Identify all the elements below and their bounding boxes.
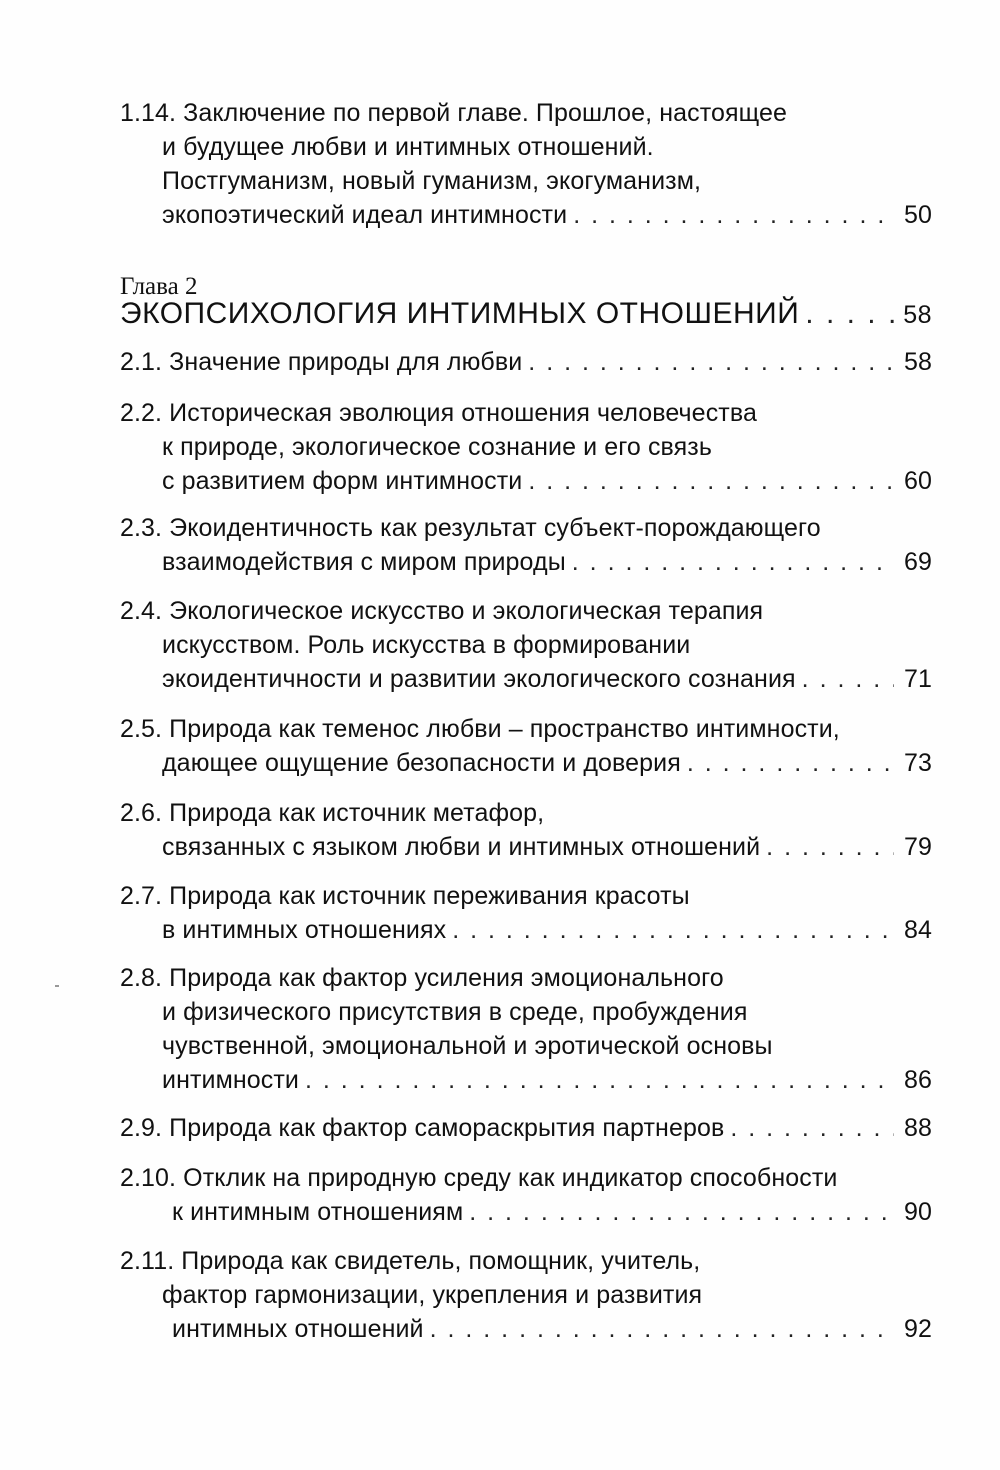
page-number: 84	[903, 916, 932, 944]
chapter-title[interactable]	[120, 297, 932, 332]
margin-mark	[55, 985, 59, 987]
entry-text: Природа как теменос любви – пространство интимности,	[169, 715, 840, 743]
page-number: 73	[903, 749, 932, 777]
entry-text: Отклик на природную среду как индикатор способности	[183, 1164, 838, 1192]
toc-entry-2-5[interactable]	[120, 712, 932, 780]
leader-dots	[567, 198, 894, 232]
page-number: 58	[903, 348, 932, 376]
entry-text: экоидентичности и развитии экологического сознания	[162, 665, 796, 693]
chapter-title-text: ЭКОПСИХОЛОГИЯ ИНТИМНЫХ ОТНОШЕНИЙ	[120, 297, 800, 330]
entry-text: интимности	[162, 1066, 299, 1094]
entry-number: 2.10.	[120, 1164, 177, 1192]
toc-entry-2-4[interactable]	[120, 594, 932, 696]
leader-dots	[299, 1063, 894, 1097]
toc-entry-2-6[interactable]	[120, 796, 932, 864]
entry-text: Природа как источник метафор,	[169, 799, 545, 827]
entry-text: Экоидентичность как результат субъект-порождающего	[169, 514, 821, 542]
entry-text: 2.1. Значение природы для любви	[120, 348, 523, 376]
entry-number: 2.1.	[120, 348, 163, 376]
entry-text: дающее ощущение безопасности и доверия	[162, 749, 681, 777]
leader-dots	[566, 545, 894, 579]
entry-number: 2.3.	[120, 514, 163, 542]
entry-text: интимных отношений	[172, 1315, 424, 1343]
entry-text: Природа как фактор усиления эмоционального	[169, 964, 724, 992]
entry-text: связанных с языком любви и интимных отношений	[162, 833, 761, 861]
page-number: 60	[903, 467, 932, 495]
leader-dots	[760, 830, 894, 864]
page-number: 50	[903, 201, 932, 229]
page-number: 92	[903, 1315, 932, 1343]
entry-number: 2.6.	[120, 799, 163, 827]
page-number: 71	[903, 665, 932, 693]
entry-text: Природа как свидетель, помощник, учитель,	[181, 1247, 701, 1275]
leader-dots	[463, 1195, 894, 1229]
page-number: 58	[903, 301, 932, 329]
leader-dots	[796, 662, 894, 696]
entry-text: искусством. Роль искусства в формировании	[162, 631, 691, 659]
toc-entry-2-1[interactable]	[120, 345, 932, 379]
entry-number: 2.9.	[120, 1114, 163, 1142]
entry-number: 2.8.	[120, 964, 163, 992]
page-number: 86	[903, 1066, 932, 1094]
page-number: 90	[903, 1198, 932, 1226]
entry-text: 2.9. Природа как фактор самораскрытия партнеров	[120, 1114, 725, 1142]
toc-entry-2-9[interactable]	[120, 1111, 932, 1145]
entry-text: к природе, экологическое сознание и его связь	[162, 433, 712, 461]
toc-entry-2-8[interactable]	[120, 961, 932, 1097]
entry-text: Экологическое искусство и экологическая терапия	[169, 597, 764, 625]
entry-text: и будущее любви и интимных отношений.	[162, 133, 654, 161]
toc-entry-2-11[interactable]	[120, 1244, 932, 1346]
entry-text: к интимным отношениям	[172, 1198, 464, 1226]
entry-text: Историческая эволюция отношения человечества	[169, 399, 757, 427]
entry-text: в интимных отношениях	[162, 916, 447, 944]
entry-text: с развитием форм интимности	[162, 467, 523, 495]
leader-dots	[522, 464, 894, 498]
entry-number: 1.14.	[120, 99, 177, 127]
toc-entry-line	[120, 96, 932, 130]
leader-dots	[424, 1312, 894, 1346]
entry-number: 2.7.	[120, 882, 163, 910]
entry-number: 2.2.	[120, 399, 163, 427]
entry-number: 2.11.	[120, 1247, 175, 1275]
entry-text: Постгуманизм, новый гуманизм, экогуманизм,	[162, 167, 702, 195]
page-number: 69	[903, 548, 932, 576]
entry-text: фактор гармонизации, укрепления и развития	[162, 1281, 703, 1309]
toc-entry-2-2[interactable]	[120, 396, 932, 498]
leader-dots	[522, 345, 894, 379]
entry-text: взаимодействия с миром природы	[162, 548, 566, 576]
leader-dots	[724, 1111, 894, 1145]
toc-entry-2-10[interactable]	[120, 1161, 932, 1229]
leader-dots	[799, 297, 894, 331]
leader-dots	[446, 913, 894, 947]
entry-text: Заключение по первой главе. Прошлое, настоящее	[183, 99, 788, 127]
entry-text: Природа как источник переживания красоты	[169, 882, 690, 910]
page-number: 88	[903, 1114, 932, 1142]
entry-number: 2.4.	[120, 597, 163, 625]
toc-entry-2-7[interactable]	[120, 879, 932, 947]
page-number: 79	[903, 833, 932, 861]
toc-entry-2-3[interactable]	[120, 511, 932, 579]
leader-dots	[681, 746, 894, 780]
entry-text: и физического присутствия в среде, пробуждения	[162, 998, 748, 1026]
entry-number: 2.5.	[120, 715, 163, 743]
entry-text: экопоэтический идеал интимности	[162, 201, 568, 229]
chapter-label: Глава 2	[120, 273, 198, 300]
toc-entry-1-14[interactable]	[120, 96, 932, 232]
entry-text: чувственной, эмоциональной и эротической основы	[162, 1032, 773, 1060]
